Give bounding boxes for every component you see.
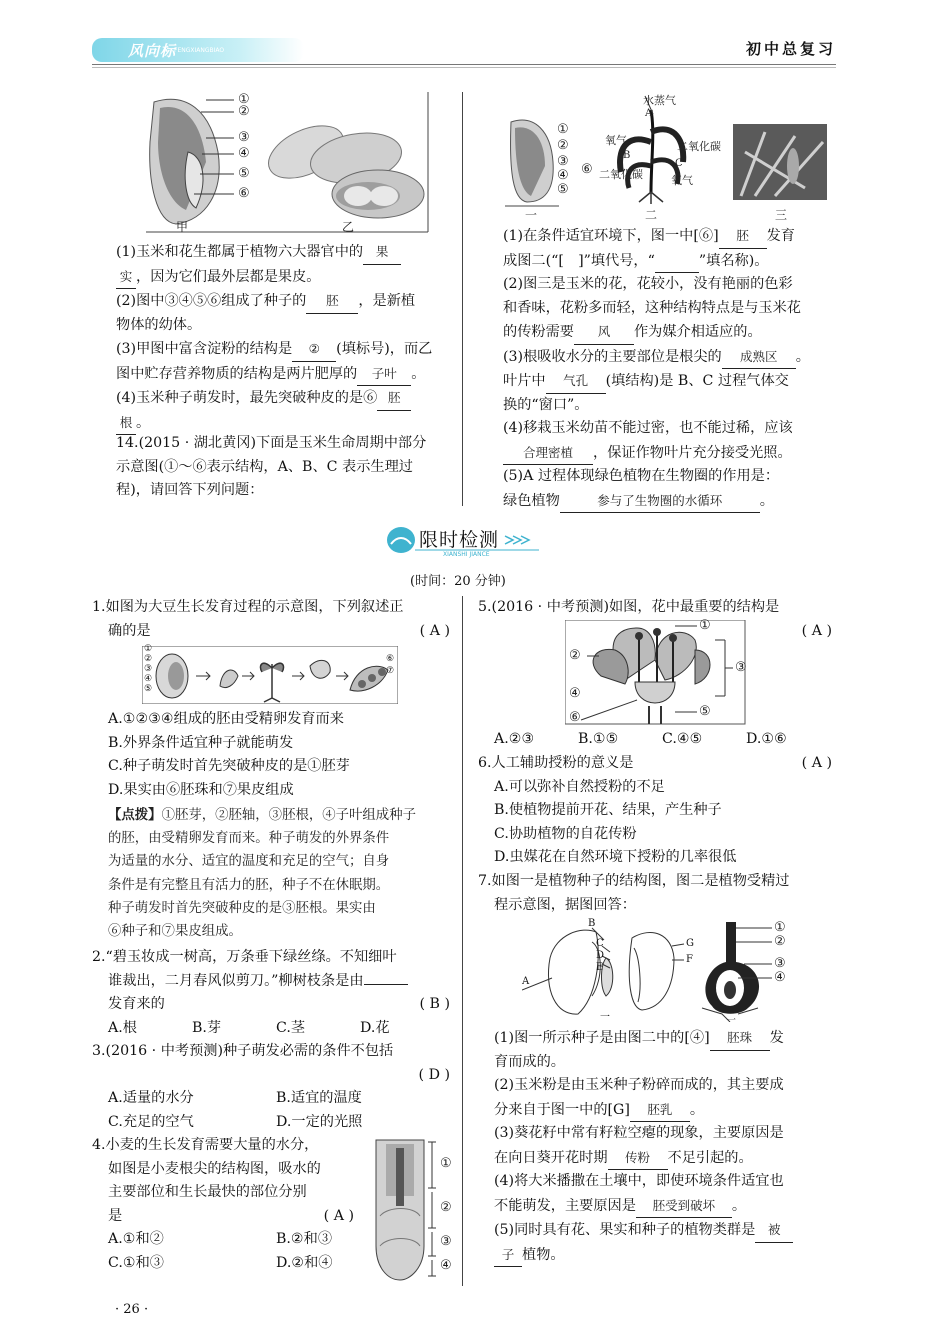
time-limit: (时间：20 分钟)	[410, 574, 506, 589]
fig14-oxygen-left: 氧气	[605, 134, 627, 147]
option: C.协助植物的自花传粉	[494, 825, 637, 842]
option: B.适宜的温度	[276, 1090, 362, 1106]
option: A.根	[108, 1019, 137, 1036]
q7-label-f: F	[686, 954, 693, 965]
q7-label-g: G	[686, 938, 694, 949]
answer-blank: 胚	[719, 224, 767, 249]
answer-blank: ②	[292, 337, 336, 362]
q7-label-d: D	[596, 950, 605, 961]
q14-stem: 14.(2015 · 湖北黄冈)下面是玉米生命周期中部分 示意图(①～⑥表示结构，A、B、C 表示生理过 程)，请回答下列问题：	[116, 435, 427, 498]
q13-line: 实 ，因为它们最外层都是果皮。	[116, 265, 456, 290]
q7-fig-label-3: ③	[774, 956, 786, 971]
fig14-process-a: A	[645, 108, 653, 119]
answer-blank: 胚	[377, 386, 411, 411]
option: B.外界条件适宜种子就能萌发	[108, 734, 294, 751]
option: A.①和②	[108, 1231, 164, 1247]
answer-choice: ( D )	[418, 1066, 450, 1083]
q1-fig-label-3: ③	[144, 664, 153, 674]
option: C.种子萌发时首先突破种皮的是①胚芽	[108, 758, 350, 774]
section-pinyin: XIANSHI JIANCE	[443, 551, 490, 558]
q1-fig-label-1: ①	[144, 644, 153, 654]
q4-fig-label-4: ④	[440, 1258, 452, 1273]
answer-blank: 子叶	[357, 362, 411, 387]
answer-blank: 合理密植	[503, 441, 593, 466]
fig14-caption-three: 三	[775, 208, 788, 222]
answer-blank: 气孔	[546, 369, 606, 394]
q13-line: 图中贮存营养物质的结构是两片肥厚的 子叶 。	[116, 362, 456, 387]
answer-choice: ( A )	[801, 755, 832, 771]
answer-blank: 传粉	[608, 1146, 668, 1171]
answer-blank: 风	[574, 320, 634, 345]
page-number: · 26 ·	[115, 1302, 149, 1317]
option: A.适量的水分	[108, 1090, 194, 1106]
column-divider-bottom	[462, 596, 463, 1286]
section-header	[385, 524, 545, 558]
option: B.②和③	[276, 1231, 333, 1247]
fig14-co2-right: 二氧化碳	[677, 140, 721, 153]
q13-line: (1)玉米和花生都属于植物六大器官中的 果	[116, 240, 456, 265]
q7-label-c: C	[596, 938, 604, 949]
header-rule-thin	[92, 67, 836, 68]
fig14-process-c: C	[675, 158, 683, 169]
q5-fig-label-4: ④	[569, 686, 581, 701]
q13-line: 物体的幼体。	[116, 316, 202, 333]
fig13-label-4: ④	[238, 146, 250, 161]
fig14-label-6: ⑥	[581, 162, 593, 177]
question-4: 4.小麦的生长发育需要大量的水分， 如图是小麦根尖的结构图，吸水的 主要部位和生长最快的部位分别 是 ( A ) A.①和② B.②和③ C.①和③ D.②和④	[92, 1134, 362, 1275]
q5-fig-label-5: ⑤	[699, 704, 711, 719]
answer-blank: 胚乳	[630, 1098, 690, 1123]
q7-caption-one: 一	[600, 1012, 610, 1023]
figure-wheat-root-tip	[362, 1136, 458, 1282]
tip-label: 【点拨】	[108, 807, 162, 823]
q1-options	[108, 708, 458, 802]
option: C.④⑤	[662, 731, 703, 747]
q1-fig-label-6: ⑥	[386, 654, 395, 664]
answer-choice: ( A )	[419, 622, 450, 639]
fig13-label-1: ①	[238, 92, 250, 107]
fig14-label-1: ①	[557, 122, 569, 137]
column-divider-top	[462, 92, 463, 506]
answer-choice: ( B )	[419, 996, 450, 1012]
fig14-caption-one: 一	[525, 208, 538, 222]
logo-subtext: FENGXIANGBIAO	[174, 47, 225, 54]
option: C.①和③	[108, 1254, 164, 1271]
fig14-water-vapor: 水蒸气	[643, 94, 676, 107]
option: B.①⑤	[578, 731, 619, 747]
figure-seed-fertilization	[522, 918, 794, 1022]
answer-blank: 根	[116, 411, 136, 436]
option: C.茎	[276, 1019, 306, 1036]
q1-fig-label-4: ④	[144, 674, 153, 684]
logo-text: 风向标	[128, 42, 177, 60]
q5-fig-label-3: ③	[735, 660, 747, 675]
fig13-label-2: ②	[238, 104, 250, 119]
option: A.②③	[494, 731, 535, 747]
answer-choice: ( A )	[323, 1207, 354, 1224]
q5-fig-label-1: ①	[699, 618, 711, 633]
answer-blank: 成熟区	[722, 345, 796, 370]
q1-fig-label-7: ⑦	[386, 666, 395, 676]
q14-answers: (1)在条件适宜环境下，图一中[⑥] 胚 发育 成图二(“[ ]”填代号，“ ”填名称)。 (2)图三是玉米的花，花较小，没有艳丽的色彩 和香味，花粉多而轻，这种结构特点是与玉米花 的传粉需要 风 作为媒介相适应的。 (3)根吸收水分的主要部位是根尖的 成熟区 。 叶片中 气孔 (填结构)是 B、C 过程气体交 换的“窗口”。 (4)移栽玉米幼苗不能过密，也不能过稀，应该 合理密植 ，保证作物叶片充分接受光照。 (5)A 过程体现绿色植物在生物圈的作用是： 绿色植物 参与了生物圈的水循环 。	[503, 224, 839, 513]
section-title: 限时检测	[419, 529, 500, 551]
figure-flower-structure	[565, 620, 755, 726]
q7-fig-label-2: ②	[774, 934, 786, 949]
question-6: 6.人工辅助授粉的意义是 ( A ) A.可以弥补自然授粉的不足 B.使植物提前开花、结果，产生种子 C.协助植物的自花传粉 D.虫媒花在自然环境下授粉的几率很低	[478, 752, 838, 870]
q1-fig-label-5: ⑤	[144, 684, 153, 694]
header-rule	[92, 64, 836, 65]
option: D.一定的光照	[276, 1113, 363, 1130]
q7-caption-two: 二	[726, 1012, 736, 1023]
q4-fig-label-2: ②	[440, 1200, 452, 1215]
answer-blank: 胚受到破坏	[636, 1194, 732, 1219]
option: B.使植物提前开花、结果，产生种子	[494, 802, 722, 818]
fig14-label-4: ④	[557, 168, 569, 183]
q4-fig-label-3: ③	[440, 1234, 452, 1249]
option: D.果实由⑥胚珠和⑦果皮组成	[108, 781, 294, 798]
q13-answers	[116, 240, 456, 435]
answer-choice: ( A )	[801, 622, 832, 639]
option: D.花	[360, 1019, 390, 1036]
question-3: 3.(2016 · 中考预测)种子萌发必需的条件不包括 ( D ) A.适量的水分 B.适宜的温度 C.充足的空气 D.一定的光照	[92, 1040, 456, 1134]
option: C.充足的空气	[108, 1113, 194, 1130]
q1-fig-label-2: ②	[144, 654, 153, 664]
q7-answers: (1)图一所示种子是由图二中的[④] 胚珠 发 育而成的。 (2)玉米粉是由玉米种子粉碎而成的，其主要成 分来自于图一中的[G] 胚乳 。 (3)葵花籽中常有籽粒空瘪的现象，主要原因是 在向日葵开花时期 传粉 不足引起的。 (4)将大米播撒在土壤中，即使环境条件适宜也 不能萌发，主要原因是 胚受到破坏 。 (5)同时具有花、果实和种子的植物类群是 被 子 植物。	[494, 1026, 838, 1267]
q7-label-e: E	[596, 962, 604, 973]
answer-blank: 参与了生物圈的水循环	[560, 489, 760, 514]
question-7: 7.如图一是植物种子的结构图，图二是植物受精过 程示意图，据图回答：	[478, 873, 790, 913]
figure-corn-peanut	[146, 92, 436, 234]
q1-tip: 【点拨】①胚芽，②胚轴，③胚根，④子叶组成种子 的胚，由受精卵发育而来。种子萌发的外界条件 为适量的水分、适宜的温度和充足的空气；自身 条件是有完整且有活力的胚，种子不在休眠期。 种子萌发时首先突破种皮的是③胚根。果实由 ⑥种子和⑦果皮组成。	[108, 807, 416, 940]
figure-soybean-growth	[142, 646, 398, 704]
q13-line: (4)玉米种子萌发时，最先突破种皮的是⑥ 胚	[116, 386, 456, 411]
fig13-label-3: ③	[238, 130, 250, 145]
answer-blank: 子	[494, 1243, 522, 1268]
series-title: 初中总复习	[745, 40, 836, 58]
q13-line: 根 。	[116, 411, 456, 436]
fig14-label-3: ③	[557, 154, 569, 169]
fig13-caption-yi: 乙	[342, 220, 355, 234]
option: B.芽	[192, 1019, 222, 1036]
fig14-label-2: ②	[557, 138, 569, 153]
answer-blank: 被	[755, 1218, 793, 1243]
fig14-caption-two: 二	[645, 208, 658, 222]
option: D.②和④	[276, 1254, 333, 1271]
figure-corn-lifecycle	[505, 92, 835, 220]
answer-blank	[655, 249, 699, 274]
q13-line: (2)图中③④⑤⑥组成了种子的 胚 ，是新植	[116, 289, 456, 314]
series-logo	[92, 38, 304, 62]
fig13-label-5: ⑤	[238, 166, 250, 181]
option: D.①⑥	[746, 731, 787, 747]
q7-label-b: B	[588, 918, 596, 929]
answer-blank: 果	[363, 240, 401, 265]
fig14-co2-left: 二氧化碳	[599, 168, 643, 181]
q7-label-a: A	[522, 976, 530, 987]
option: D.虫媒花在自然环境下授粉的几率很低	[494, 849, 737, 865]
question-1: 1.如图为大豆生长发育过程的示意图，下列叙述正 确的是 ( A )	[92, 596, 456, 643]
q5-fig-label-6: ⑥	[569, 710, 581, 725]
fig14-process-b: B	[623, 150, 631, 161]
question-5: 5.(2016 · 中考预测)如图，花中最重要的结构是 ( A )	[478, 596, 838, 643]
q7-fig-label-4: ④	[774, 970, 786, 985]
answer-blank	[364, 984, 408, 985]
q5-fig-label-2: ②	[569, 648, 581, 663]
fig14-label-5: ⑤	[557, 182, 569, 197]
answer-blank: 胚	[306, 289, 358, 314]
q13-line: (3)甲图中富含淀粉的结构是 ② (填标号)，而乙	[116, 337, 456, 362]
question-2: 2.“碧玉妆成一树高，万条垂下绿丝绦。不知细叶 谁裁出，二月春风似剪刀。”柳树枝条是由 发育来的 ( B ) A.根 B.芽 C.茎 D.花	[92, 946, 456, 1040]
fig14-oxygen-right: 氧气	[671, 174, 693, 187]
option: A.可以弥补自然授粉的不足	[494, 778, 665, 795]
answer-blank: 胚珠	[710, 1026, 770, 1051]
q7-fig-label-1: ①	[774, 920, 786, 935]
answer-blank: 实	[116, 265, 136, 290]
q5-options	[494, 728, 834, 752]
q4-fig-label-1: ①	[440, 1156, 452, 1171]
fig13-label-6: ⑥	[238, 186, 250, 201]
option: A.①②③④组成的胚由受精卵发育而来	[108, 711, 344, 727]
fig13-caption-jia: 甲	[176, 220, 189, 234]
